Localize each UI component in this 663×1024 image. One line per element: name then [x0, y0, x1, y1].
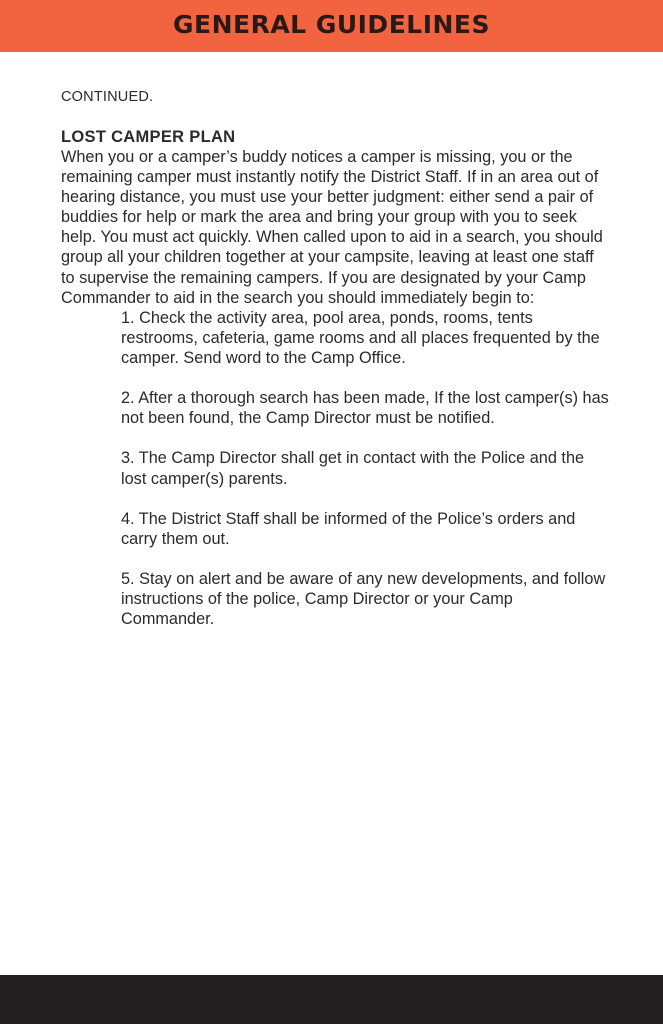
page-title: GENERAL GUIDELINES	[172, 9, 491, 39]
step-item: 5. Stay on alert and be aware of any new developments, and follow instructions of the police, Camp Director or your Camp Commander.	[121, 569, 606, 629]
steps-list	[121, 308, 609, 630]
section-title: LOST CAMPER PLAN	[61, 128, 236, 146]
continued-label: CONTINUED.	[61, 89, 154, 105]
step-item: 2. After a thorough search has been made, If the lost camper(s) has not been found, the Camp Director must be notified.	[121, 389, 609, 428]
footer-band	[0, 975, 663, 1024]
step-item: 4. The District Staff shall be informed of the Police’s orders and carry them out.	[121, 509, 576, 548]
step-item: 3. The Camp Director shall get in contact with the Police and the lost camper(s) parents.	[121, 449, 585, 488]
header-band	[0, 0, 663, 52]
document-body	[61, 87, 609, 649]
step-item: 1. Check the activity area, pool area, ponds, rooms, tents restrooms, cafeteria, game rooms and all places frequented by the camper. Send word to the Camp Office.	[121, 308, 600, 367]
intro-paragraph: When you or a camper’s buddy notices a camper is missing, you or the remaining camper must instantly notify the District Staff. If in an area out of hearing distance, you must use your better judgment: either send a pair of buddies for help or mark the area and bring your group with you to seek help. You must act quickly. When called upon to aid in a search, you should group all your children together at your campsite, leaving at least one staff to supervise the remaining campers. If you are designated by your Camp Commander to aid in the search you should immediately begin to:	[61, 148, 603, 307]
